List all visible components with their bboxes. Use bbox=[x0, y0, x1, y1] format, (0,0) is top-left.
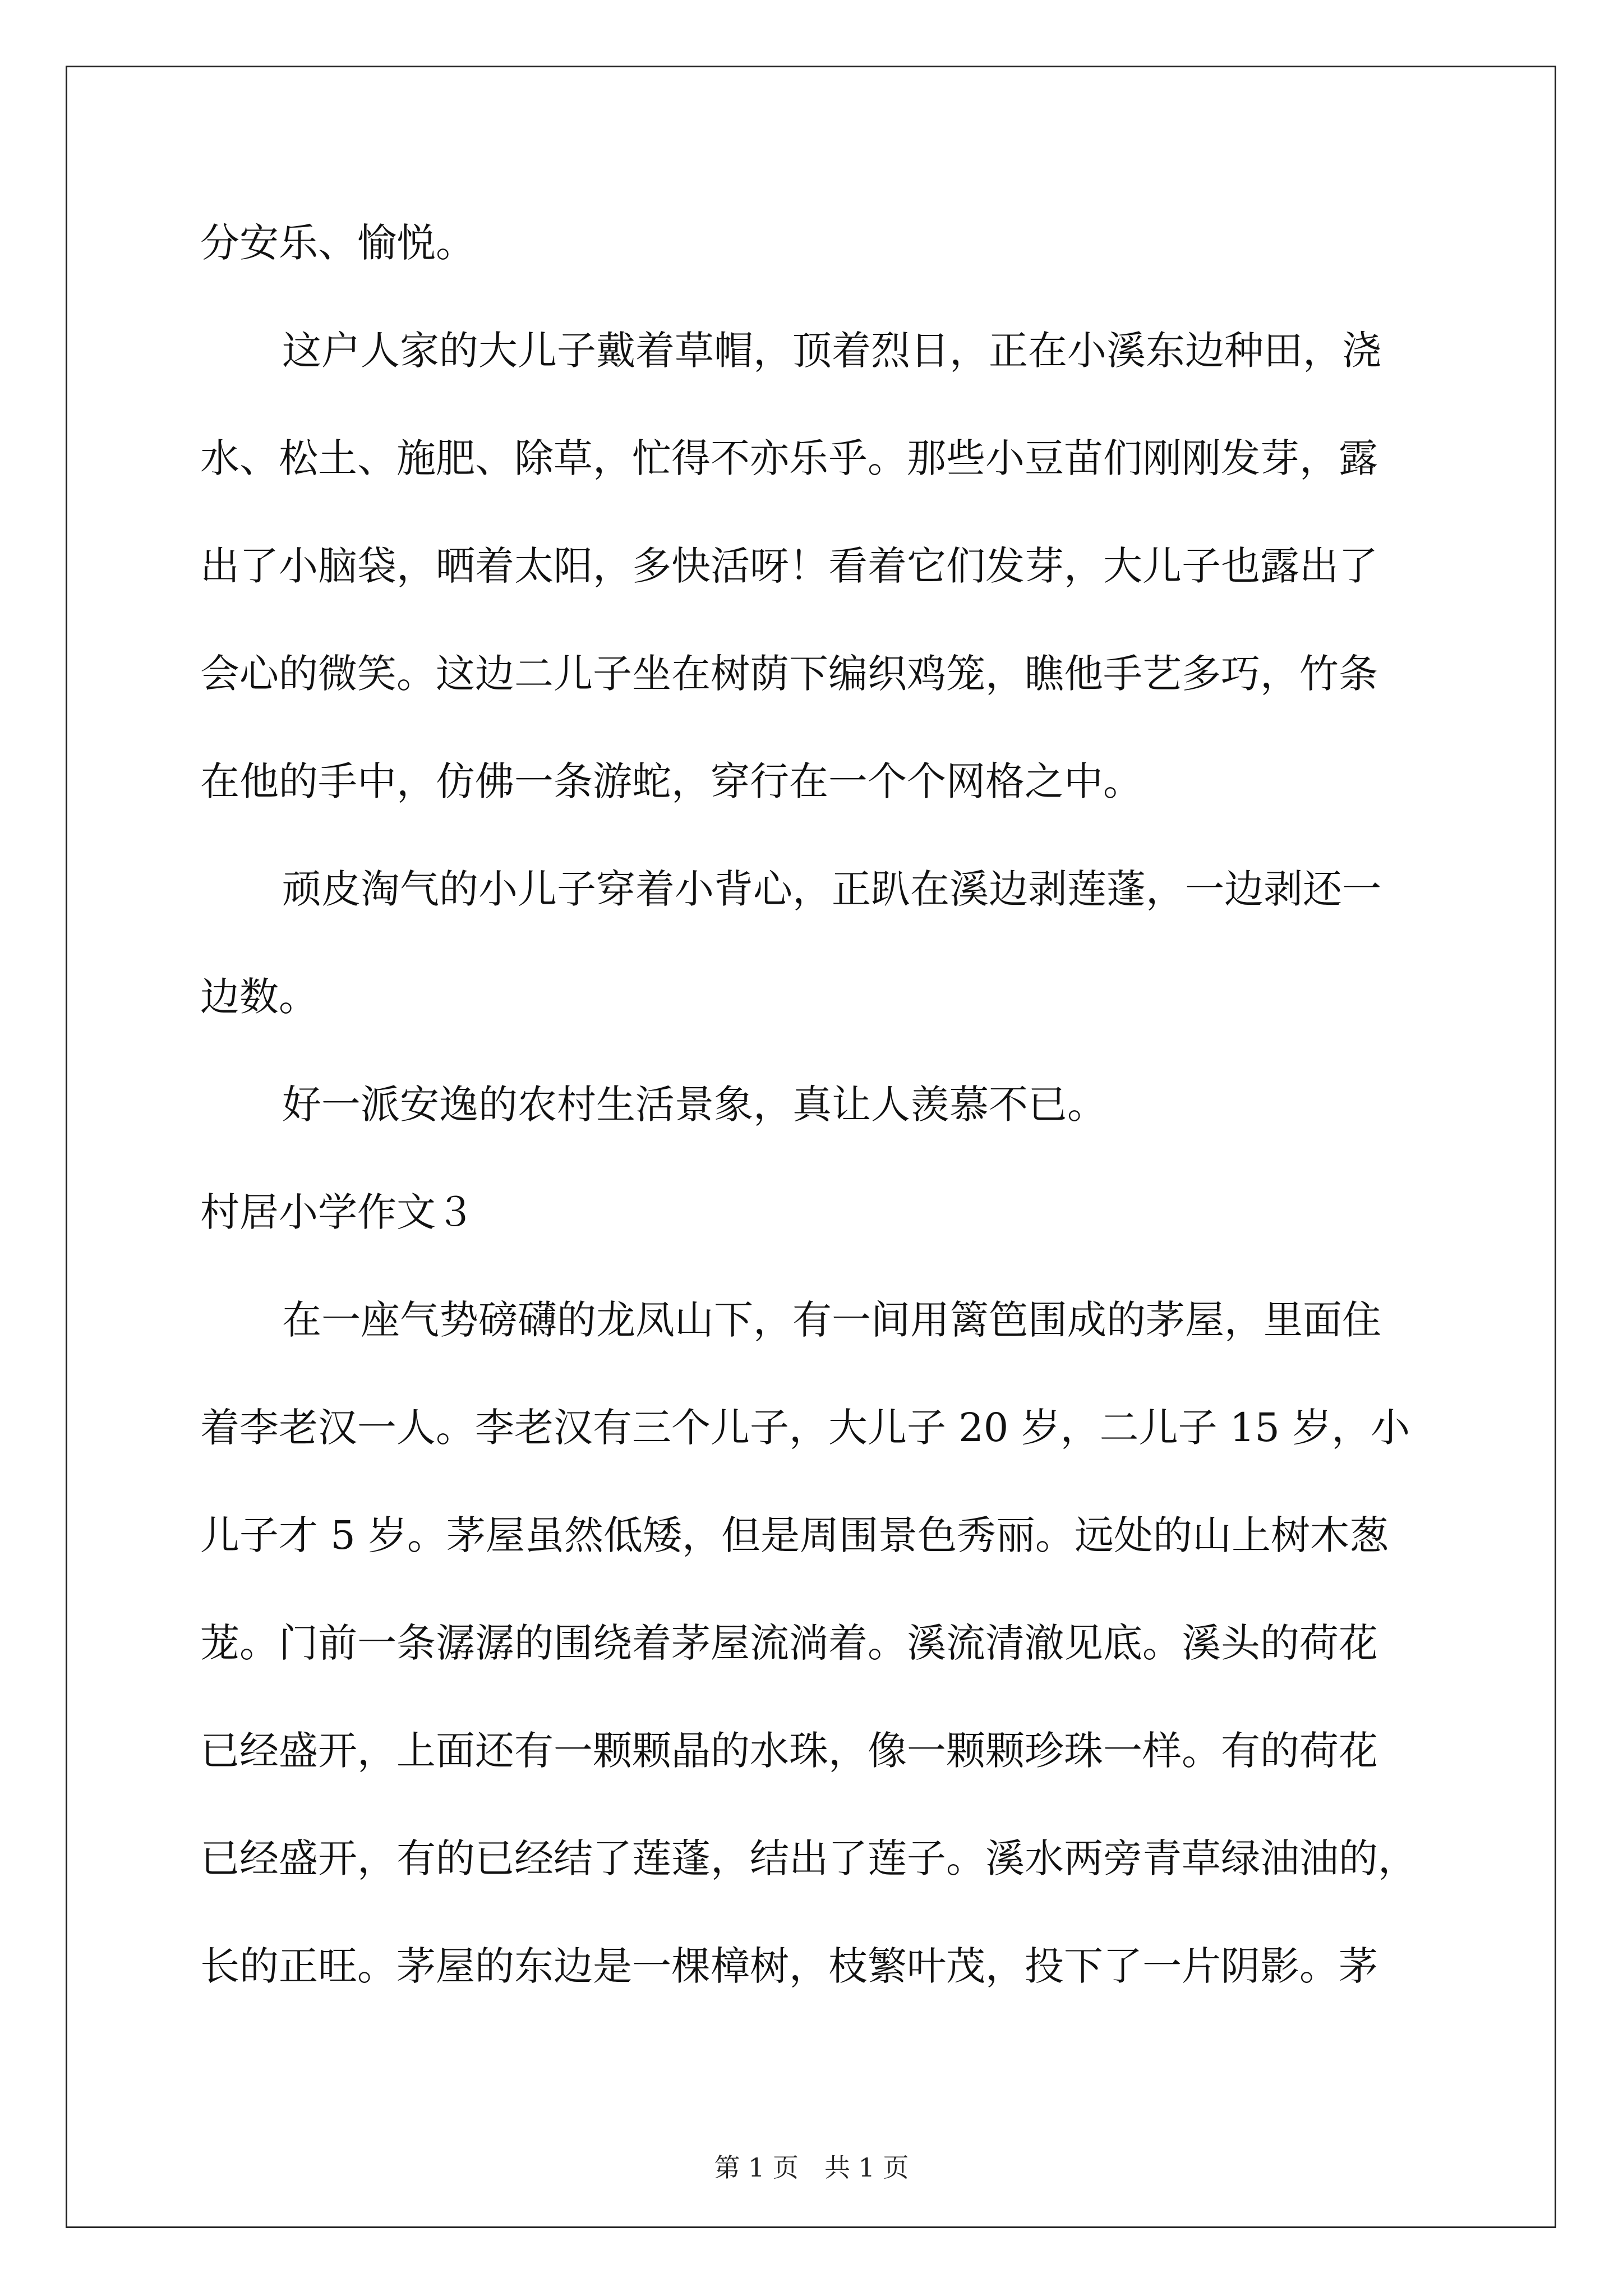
paragraph-line: 这户人家的大儿子戴着草帽，顶着烈日，正在小溪东边种田，浇 bbox=[282, 328, 1381, 374]
paragraph-line: 已经盛开，有的已经结了莲蓬，结出了莲子。溪水两旁青草绿油油的， bbox=[200, 1835, 1417, 1881]
paragraph-line: 分安乐、愉悦。 bbox=[200, 220, 475, 266]
paragraph-line: 长的正旺。茅屋的东边是一棵樟树，枝繁叶茂，投下了一片阴影。茅 bbox=[200, 1943, 1378, 1989]
paragraph-line: 茏。门前一条潺潺的围绕着茅屋流淌着。溪流清澈见底。溪头的荷花 bbox=[200, 1620, 1378, 1666]
paragraph-line: 已经盛开，上面还有一颗颗晶的水珠，像一颗颗珍珠一样。有的荷花 bbox=[200, 1728, 1378, 1774]
paragraph-line: 好一派安逸的农村生活景象，真让人羡慕不已。 bbox=[282, 1082, 1106, 1128]
paragraph-line: 水、松土、施肥、除草，忙得不亦乐乎。那些小豆苗们刚刚发芽，露 bbox=[200, 435, 1378, 481]
document-body bbox=[200, 206, 1462, 2020]
paragraph-line: 边数。 bbox=[200, 974, 318, 1020]
paragraph-line: 出了小脑袋，晒着太阳，多快活呀！看着它们发芽，大儿子也露出了 bbox=[200, 543, 1378, 589]
page-number: 第 1 页 共 1 页 bbox=[714, 2152, 909, 2183]
paragraph-line: 儿子才 5 岁。茅屋虽然低矮，但是周围景色秀丽。远处的山上树木葱 bbox=[200, 1512, 1389, 1558]
paragraph-line: 顽皮淘气的小儿子穿着小背心，正趴在溪边剥莲蓬，一边剥还一 bbox=[282, 866, 1381, 912]
paragraph-line: 会心的微笑。这边二儿子坐在树荫下编织鸡笼，瞧他手艺多巧，竹条 bbox=[200, 651, 1378, 697]
paragraph-line: 在他的手中，仿佛一条游蛇，穿行在一个个网格之中。 bbox=[200, 758, 1142, 804]
section-heading: 村居小学作文３ bbox=[200, 1189, 475, 1235]
paragraph-line: 着李老汉一人。李老汉有三个儿子，大儿子 20 岁，二儿子 15 岁，小 bbox=[200, 1405, 1410, 1451]
paragraph-line: 在一座气势磅礴的龙凤山下，有一间用篱笆围成的茅屋，里面住 bbox=[282, 1297, 1381, 1343]
